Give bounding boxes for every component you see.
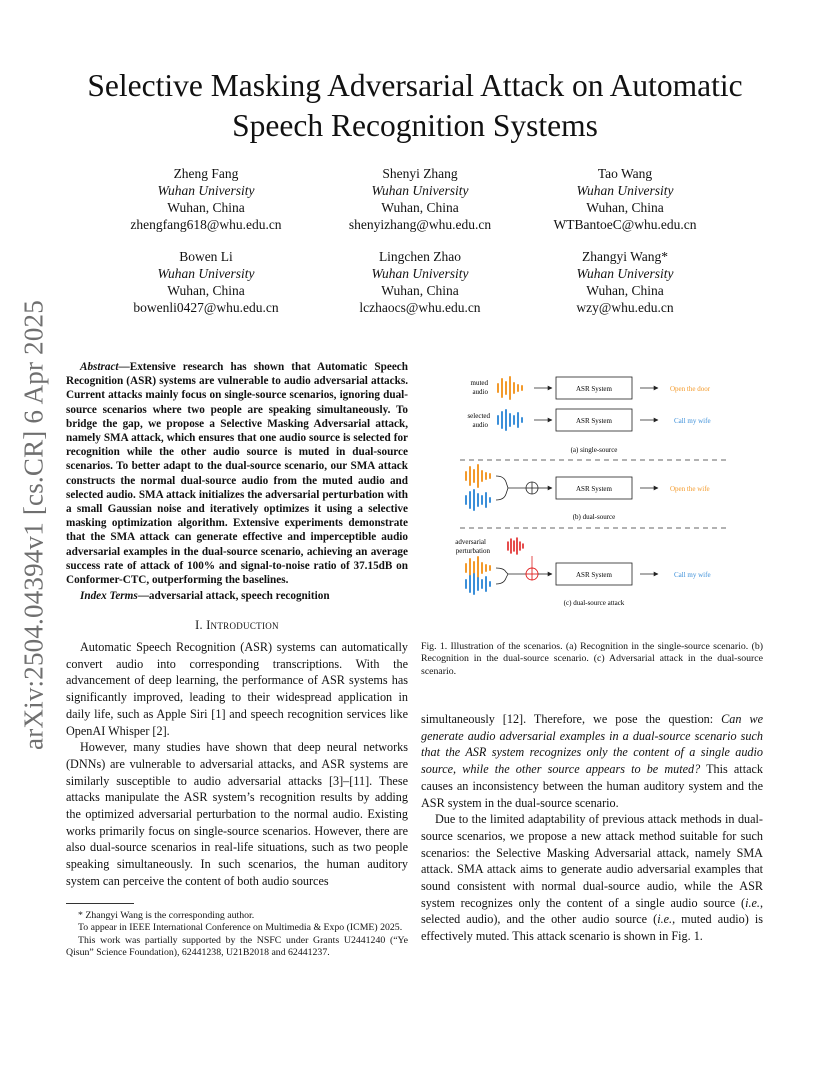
index-terms-label: Index Terms — [80, 590, 138, 602]
asr-label: ASR System — [576, 385, 612, 393]
author-email: WTBantoeC@whu.edu.cn — [553, 217, 697, 232]
author-name: Tao Wang — [597, 166, 653, 181]
author-name: Bowen Li — [179, 249, 233, 264]
asr-label: ASR System — [576, 571, 612, 579]
author-name: Zheng Fang — [173, 166, 239, 181]
author-location: Wuhan, China — [586, 283, 664, 298]
waveform-blue-icon — [466, 490, 490, 510]
waveform-orange-icon — [498, 377, 522, 399]
waveform-orange-icon — [466, 465, 490, 487]
author-name: Zhangyi Wang* — [581, 249, 669, 264]
author-affiliation: Wuhan University — [371, 266, 469, 281]
paragraph: Automatic Speech Recognition (ASR) systems can automatically convert audio into corresponding transcriptions. With the advancement of deep learning, the performance of ASR systems has significantly improved, leading to their widespread application in daily life, such as Apple Siri [1] and speech recognition services like OpenAI Whisper [2]. — [66, 640, 408, 738]
waveform-red-icon — [508, 538, 523, 554]
figure-caption: Fig. 1. Illustration of the scenarios. (a) Recognition in the single-source scenario. (b) Recognition in the dual-source scenario. (c) Adversarial attack in the dual-source scenario. — [421, 641, 763, 677]
paragraph: However, many studies have shown that deep neural networks (DNNs) are vulnerable to adversarial attacks, and ASR systems are similarly susceptible to audio adversarial attacks [3]–[11]. These attacks manipulate the ASR system’s recognition results by adding the optimized adversarial perturbation to the normal audio. Existing works primarily focus on single-source scenarios. However, there are also dual-source scenarios in real-life situations, such as two people speaking simultaneously. In such scenarios, the human auditory system can perceive the content of both audio sources — [66, 740, 408, 888]
author-block — [310, 165, 530, 233]
waveform-blue-icon — [466, 574, 490, 594]
output-call-wife: Call my wife — [674, 571, 711, 579]
author-name: Shenyi Zhang — [382, 166, 458, 181]
section-number: I. — [195, 618, 203, 632]
label-selected: audio — [472, 421, 488, 429]
author-email: bowenli0427@whu.edu.cn — [133, 300, 279, 315]
subcaption-b: (b) dual-source — [572, 513, 616, 521]
author-location: Wuhan, China — [381, 200, 459, 215]
arxiv-identifier: arXiv:2504.04394v1 [cs.CR] 6 Apr 2025 — [18, 300, 49, 750]
abstract — [66, 360, 408, 587]
footnote: To appear in IEEE International Conference on Multimedia & Expo (ICME) 2025. — [78, 922, 403, 934]
right-column-text — [421, 711, 763, 945]
author-affiliation: Wuhan University — [576, 266, 674, 281]
label-muted: muted — [470, 379, 488, 387]
author-email: shenyizhang@whu.edu.cn — [348, 217, 492, 232]
paragraph: Due to the limited adaptability of previous attack methods in dual-source scenarios, we propose a new attack method suitable for such scenarios: the Selective Masking Adversarial attack, namely SMA attack. SMA attack aims to generate audio adversarial examples that sound consistent with normal dual-source audio, while the ASR system recognizes only the content of a single audio source (i.e., selected audio), and the other audio source (i.e., muted audio) is effectively muted. This attack scenario is shown in Fig. 1. — [421, 812, 763, 944]
author-location: Wuhan, China — [381, 283, 459, 298]
subcaption-a: (a) single-source — [570, 446, 618, 454]
figure-1-diagram — [430, 368, 760, 613]
author-block — [310, 248, 530, 316]
abstract-label: Abstract — [80, 361, 119, 373]
author-email: lczhaocs@whu.edu.cn — [359, 300, 481, 315]
index-terms-text: —adversarial attack, speech recognition — [137, 590, 330, 602]
intro-text — [66, 639, 408, 890]
footnotes — [66, 910, 408, 960]
author-affiliation: Wuhan University — [371, 183, 469, 198]
author-location: Wuhan, China — [167, 283, 245, 298]
asr-label: ASR System — [576, 417, 612, 425]
author-block — [96, 165, 316, 233]
author-block — [515, 248, 735, 316]
subcaption-c: (c) dual-source attack — [563, 599, 625, 607]
author-email: zhengfang618@whu.edu.cn — [130, 217, 282, 232]
paper-title: Selective Masking Adversarial Attack on Automatic Speech Recognition Systems — [87, 68, 743, 143]
output-call-wife: Call my wife — [674, 417, 711, 425]
author-block — [515, 165, 735, 233]
author-block — [96, 248, 316, 316]
footnote: * Zhangyi Wang is the corresponding author. — [78, 910, 255, 921]
author-affiliation: Wuhan University — [157, 183, 255, 198]
output-open-wife: Open the wife — [670, 485, 710, 493]
footnote-rule — [66, 903, 134, 904]
waveform-blue-icon — [498, 410, 522, 430]
label-adversarial: adversarial — [455, 538, 486, 546]
author-email: wzy@whu.edu.cn — [576, 300, 674, 315]
author-location: Wuhan, China — [586, 200, 664, 215]
sum-operator-icon — [526, 568, 538, 580]
label-muted: audio — [472, 388, 488, 396]
paragraph: simultaneously [12]. Therefore, we pose the question: Can we generate audio adversarial examples in a dual-source scenario such that the ASR system recognizes only the content of a single audio source, while the other source appears to be muted? This attack causes an inconsistency between the human auditory system and the ASR system in the dual-source scenario. — [421, 712, 763, 810]
output-open-door: Open the door — [670, 385, 711, 393]
author-name: Lingchen Zhao — [378, 249, 462, 264]
author-affiliation: Wuhan University — [576, 183, 674, 198]
sum-operator-icon — [526, 482, 538, 494]
asr-label: ASR System — [576, 485, 612, 493]
author-affiliation: Wuhan University — [157, 266, 255, 281]
index-terms — [80, 589, 410, 603]
author-location: Wuhan, China — [167, 200, 245, 215]
section-title: Introduction — [206, 618, 279, 632]
label-selected: selected — [467, 412, 490, 420]
section-heading — [66, 618, 408, 633]
label-adversarial: perturbation — [455, 547, 490, 555]
footnote: This work was partially supported by the NSFC under Grants U2441240 (“Ye Qisun” Science Foundation), 62441238, U21B2018 and 62441237. — [66, 934, 408, 959]
abstract-text: —Extensive research has shown that Automatic Speech Recognition (ASR) systems are vulnerable to audio adversarial attacks. Current attacks mainly focus on single-source scenarios, ignoring dual-source scenarios where two people are speaking simultaneously. To bridge the gap, we propose a Selective Masking Adversarial attack, namely SMA attack, which ensures that one audio source is selected for recognition while the other audio source is muted in dual-source scenarios. To better adapt to the dual-source scenario, our SMA attack constructs the normal dual-source audio from the muted audio and selected audio. SMA attack initializes the adversarial perturbation with a small Gaussian noise and iteratively optimizes it using a selective masking optimization algorithm. Extensive experiments demonstrate that the SMA attack can generate effective and imperceptible audio adversarial examples in the dual-source scenario, achieving an average success rate of attack of 100% and signal-to-noise ratio of 37.15dB on Conformer-CTC, outperforming the baselines. — [66, 361, 408, 587]
